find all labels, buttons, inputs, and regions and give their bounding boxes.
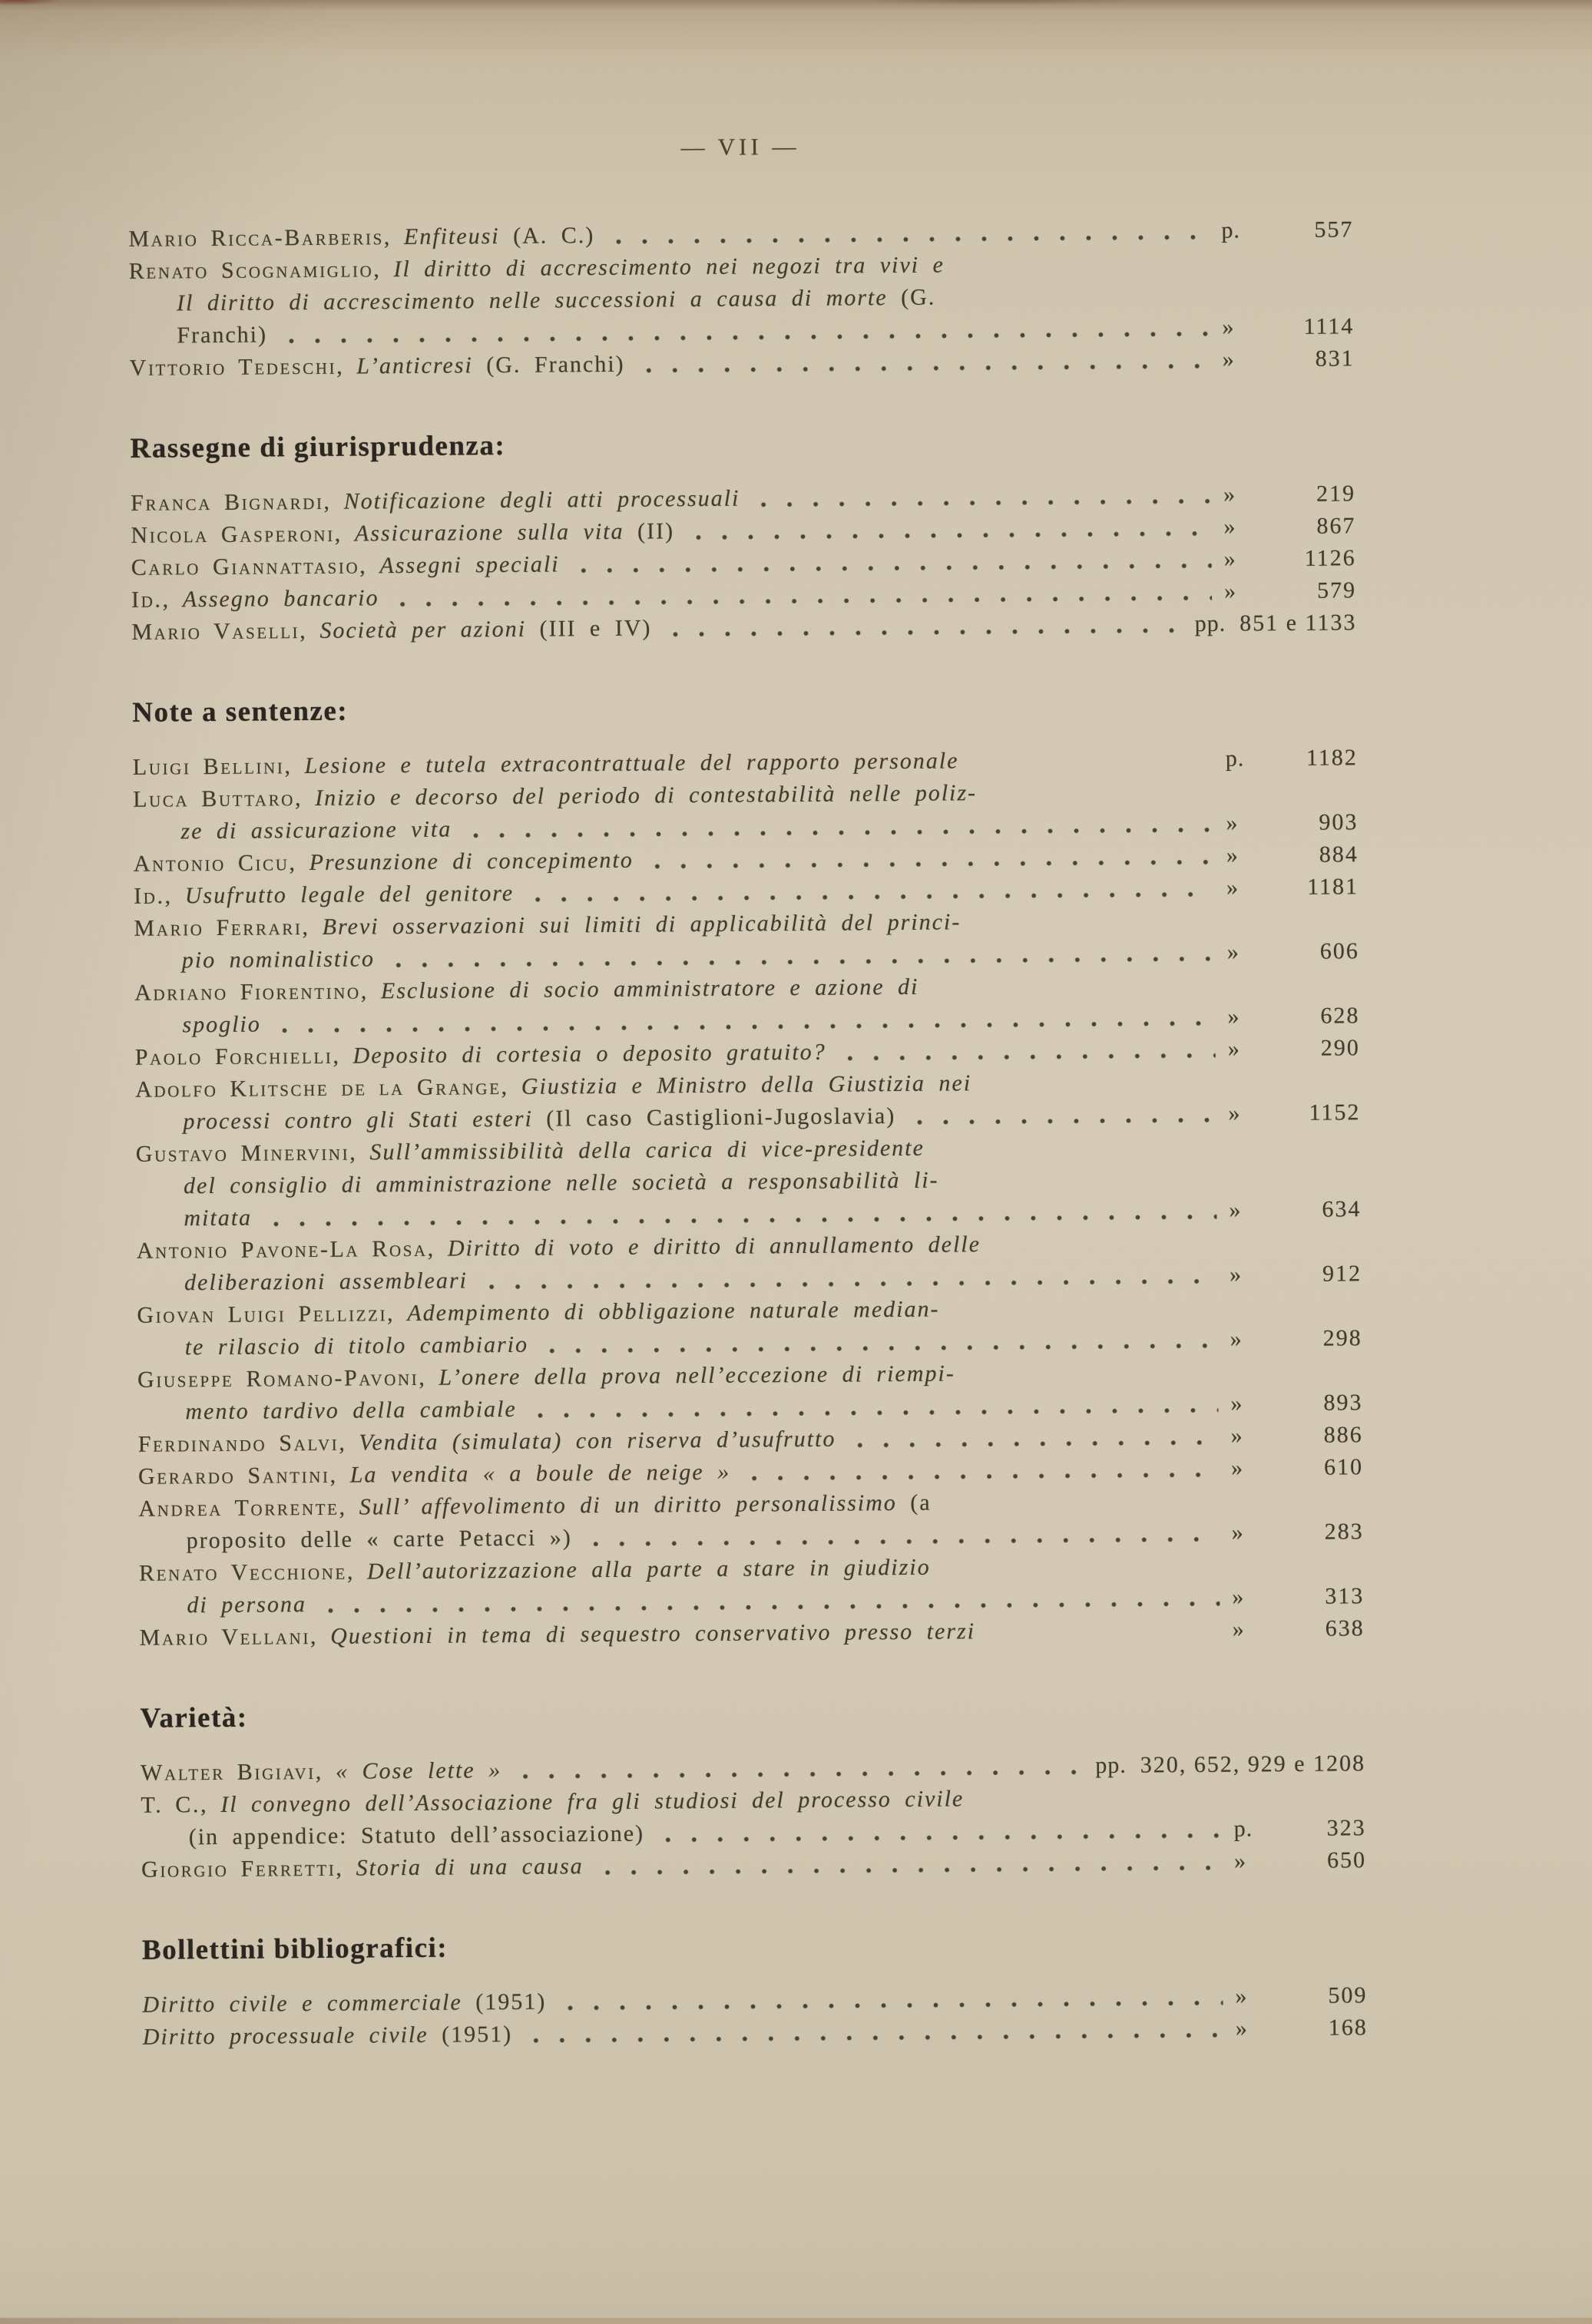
page-ref-number: 650: [1326, 1847, 1367, 1873]
author-name: Adriano Fiorentino,: [134, 978, 382, 1006]
page-ref-symbol: »: [1223, 546, 1236, 572]
dot-leader: [741, 1470, 1219, 1483]
toc-entry: [141, 1780, 1366, 1854]
entry-text: [141, 1850, 584, 1886]
dot-leader: [583, 1535, 1220, 1549]
page-ref-number: 886: [1323, 1422, 1363, 1448]
page-ref: [1232, 1580, 1364, 1613]
plain-text: proposito delle « carte Petacci »): [186, 1525, 572, 1554]
author-name: Gerardo Santini,: [137, 1462, 350, 1489]
page-ref-symbol: »: [1232, 1616, 1245, 1642]
page-ref: [1224, 574, 1356, 607]
page-ref: [1230, 1322, 1362, 1355]
page-ref: [1222, 310, 1354, 343]
toc-entry: [136, 1129, 1362, 1235]
work-title: « Cose lette »: [335, 1757, 502, 1784]
spacer: [951, 1307, 1350, 1320]
page-ref-number: 1114: [1303, 313, 1355, 339]
work-title: Assegno bancario: [182, 585, 379, 613]
page-ref: [1195, 607, 1357, 640]
work-title: ze di assicurazione vita: [180, 816, 452, 845]
page-ref-number: 610: [1323, 1454, 1364, 1480]
entry-text: [136, 1202, 252, 1235]
author-name: Walter Bigiavi,: [140, 1758, 336, 1786]
entry-text: [141, 1754, 501, 1790]
spacer: [971, 921, 1346, 933]
work-title: Esclusione di socio amministratore e azione di: [380, 974, 919, 1004]
page-ref-number: 283: [1324, 1519, 1364, 1545]
entry-text: [141, 1783, 964, 1821]
toc-entry: [138, 1483, 1364, 1558]
work-title: L’anticresi: [356, 352, 487, 379]
work-title: te rilascio di titolo cambiario: [184, 1331, 529, 1360]
plain-text: (a: [910, 1489, 932, 1516]
entry-text: [133, 777, 977, 816]
page-ref-symbol: »: [1223, 514, 1236, 540]
work-title: Enfiteusi: [403, 223, 514, 250]
work-title: Storia di una causa: [356, 1853, 584, 1881]
dot-leader: [525, 890, 1214, 904]
page-ref-symbol: »: [1223, 578, 1237, 604]
page-ref-number: 168: [1328, 2015, 1368, 2041]
entry-text: [134, 906, 961, 944]
page-ref: [1223, 342, 1355, 375]
page-ref-number: 884: [1319, 841, 1359, 868]
dot-leader: [317, 1599, 1220, 1615]
entry-text: [138, 1456, 730, 1493]
page-ref-number: 606: [1319, 938, 1359, 964]
dot-leader: [512, 1767, 1083, 1781]
entry-text: [138, 1487, 932, 1526]
work-title: di persona: [187, 1592, 307, 1618]
page-ref-number: 903: [1319, 809, 1359, 835]
toc-entry: [137, 1225, 1362, 1300]
entry-text: [139, 1588, 306, 1622]
entry-text: [136, 1165, 939, 1203]
page-ref: [1227, 935, 1359, 968]
work-title: Vendita (simulata) con riserva d’usufrutto: [359, 1426, 836, 1456]
entry-text: [137, 1228, 981, 1268]
page-ref-symbol: »: [1235, 2015, 1248, 2041]
author-name: T. C.,: [141, 1791, 221, 1818]
author-name: Id.,: [131, 587, 183, 613]
page-ref: [1229, 1193, 1361, 1226]
toc-entry: [134, 903, 1359, 977]
author-name: Adolfo Klitsche de la Grange,: [134, 1073, 521, 1102]
spacer: [929, 985, 1347, 997]
page-ref-symbol: »: [1222, 346, 1235, 372]
entry-text: [139, 1522, 572, 1557]
page-ref-number: 557: [1314, 217, 1354, 243]
dot-leader: [906, 1116, 1216, 1127]
work-title: Notificazione degli atti processuali: [343, 485, 740, 514]
dot-leader: [528, 1406, 1219, 1420]
page-ref-number: 313: [1325, 1583, 1365, 1609]
toc-section: [132, 683, 1365, 1654]
page-ref-symbol: p.: [1225, 745, 1245, 772]
work-title: Il diritto di accrescimento nei negozi tra vivi e: [393, 252, 945, 283]
work-title: Adempimento di obbligazione naturale median-: [407, 1296, 940, 1327]
work-title: Diritto processuale civile: [142, 2022, 442, 2050]
page-ref-number: 298: [1322, 1325, 1362, 1351]
page-ref-number: 1181: [1307, 874, 1359, 900]
page-ref-number: 634: [1322, 1196, 1362, 1222]
work-title: Il convegno dell’Associazione fra gli studiosi del processo civile: [220, 1786, 965, 1817]
toc-entry: [134, 967, 1360, 1042]
dot-leader: [685, 529, 1211, 542]
page-ref-number: 1126: [1304, 545, 1356, 571]
page-ref-number: 638: [1325, 1615, 1365, 1641]
page-ref-symbol: »: [1229, 1197, 1242, 1223]
toc-section: [140, 1689, 1366, 1886]
entry-text: [134, 1009, 261, 1042]
entry-text: [134, 943, 375, 977]
author-name: Giorgio Ferretti,: [141, 1855, 356, 1883]
spacer: [991, 1243, 1349, 1255]
spacer: [970, 761, 1213, 772]
entry-text: [133, 814, 452, 848]
plain-text: (1951): [475, 1988, 547, 2015]
dot-leader: [390, 593, 1213, 609]
page-ref: [1228, 1032, 1360, 1065]
page-ref: [1235, 1979, 1367, 2012]
dot-leader: [750, 497, 1211, 510]
page-ref-symbol: »: [1226, 939, 1240, 965]
page-ref-symbol: p.: [1221, 217, 1241, 243]
page-ref-symbol: »: [1228, 1100, 1241, 1126]
entry-text: [134, 845, 634, 881]
entry-text: [131, 515, 674, 552]
author-name: Antonio Cicu,: [133, 850, 309, 877]
page-ref: [1231, 1419, 1363, 1452]
entry-text: [128, 220, 594, 256]
entry-text: [139, 1552, 931, 1590]
page-ref: [1226, 871, 1359, 904]
page-ref: [1227, 1000, 1359, 1033]
page-ref: [1223, 478, 1355, 511]
work-title: Inizio e decorso del periodo di contestabilità nelle poliz-: [315, 780, 978, 811]
entry-text: [143, 2018, 513, 2054]
toc-entry: [137, 1354, 1363, 1429]
section-heading: Note a sentenze:: [132, 695, 349, 729]
page-ref-symbol: »: [1227, 1036, 1240, 1062]
author-name: Mario Ricca-Barberis,: [128, 224, 405, 252]
work-title: Il diritto di accrescimento nelle successioni a causa di morte: [176, 284, 902, 316]
plain-text: (II): [637, 518, 675, 544]
page-ref: [1232, 1516, 1364, 1549]
dot-leader: [272, 1019, 1216, 1036]
page-ref-symbol: »: [1226, 842, 1239, 868]
author-name: Renato Scognamiglio,: [128, 256, 394, 284]
spacer: [935, 1146, 1349, 1159]
entry-text: [131, 548, 560, 583]
spacer: [966, 1372, 1350, 1384]
spacer: [942, 1501, 1352, 1513]
entry-text: [140, 1615, 976, 1655]
page-ref-symbol: pp.: [1095, 1752, 1127, 1779]
toc-entry: [133, 774, 1359, 848]
entry-text: [137, 1329, 529, 1364]
entry-text: [137, 1264, 468, 1299]
author-name: Renato Vecchione,: [138, 1559, 368, 1586]
author-name: Id.,: [134, 883, 185, 909]
spacer: [955, 263, 1342, 276]
dot-leader: [594, 1863, 1222, 1877]
page-ref-symbol: »: [1229, 1261, 1243, 1288]
toc-entry: [139, 1548, 1365, 1622]
dot-leader: [662, 626, 1182, 639]
page-ref-symbol: »: [1230, 1390, 1243, 1417]
page-ref-symbol: »: [1233, 1848, 1247, 1874]
author-name: Ferdinando Salvi,: [137, 1430, 359, 1457]
spacer: [950, 1179, 1349, 1191]
page-ref-symbol: »: [1226, 874, 1240, 901]
work-title: Questioni in tema di sequestro conservativo presso terzi: [330, 1618, 976, 1649]
dot-leader: [386, 954, 1215, 970]
page-ref-symbol: »: [1230, 1423, 1243, 1449]
spacer: [946, 296, 1342, 308]
dot-leader: [478, 1277, 1217, 1292]
work-title: Società per azioni: [319, 616, 540, 643]
page-ref: [1221, 213, 1353, 246]
page-ref-symbol: »: [1223, 481, 1236, 507]
toc-sections: [128, 213, 1368, 2053]
toc-entry: [135, 1064, 1361, 1139]
entry-text: [131, 582, 379, 617]
plain-text: (A. C.): [513, 223, 595, 249]
work-title: Assegni speciali: [379, 551, 560, 579]
plain-text: (G. Franchi): [486, 351, 625, 379]
page-ref-number: 867: [1316, 513, 1356, 539]
section-heading: Rassegne di giurisprudenza:: [130, 429, 506, 464]
work-title: mento tardivo della cambiale: [185, 1396, 517, 1425]
work-title: Diritto civile e commerciale: [142, 1989, 476, 2018]
dot-leader: [655, 1831, 1222, 1845]
spacer: [942, 1565, 1352, 1578]
author-name: Paolo Forchielli,: [134, 1043, 353, 1070]
author-name: Mario Vaselli,: [131, 617, 320, 645]
page-ref-symbol: »: [1226, 810, 1239, 836]
toc-section: [130, 419, 1356, 649]
work-title: del consiglio di amministrazione nelle società a responsabilità li-: [183, 1167, 939, 1199]
author-name: Andrea Torrente,: [138, 1494, 359, 1522]
page-ref-number: 1152: [1309, 1099, 1361, 1126]
page-ref: [1236, 2012, 1368, 2045]
dot-leader: [557, 1998, 1223, 2013]
work-title: Diritto di voto e diritto di annullamento delle: [447, 1231, 981, 1261]
work-title: Sull’ affevolimento di un diritto personalissimo: [359, 1489, 911, 1520]
entry-text: [134, 971, 919, 1010]
entry-text: [142, 1986, 546, 2022]
page-ref-number: 1182: [1306, 745, 1358, 771]
plain-text: (1951): [441, 2021, 513, 2048]
dot-leader: [636, 362, 1210, 375]
page-ref-number: 893: [1323, 1390, 1363, 1416]
entry-text: [131, 483, 740, 520]
dot-leader: [263, 1212, 1216, 1229]
toc-entry: [129, 246, 1355, 352]
author-name: Luca Buttaro,: [133, 785, 316, 812]
page-ref: [1230, 1387, 1362, 1420]
dot-leader: [605, 233, 1209, 246]
toc-section: [142, 1921, 1368, 2054]
page-number-header: — VII —: [680, 132, 800, 161]
entry-text: [129, 282, 936, 320]
dot-leader: [644, 858, 1214, 871]
plain-text: (in appendice: Statuto dell’associazione): [188, 1820, 645, 1850]
work-title: L’onere della prova nell’eccezione di riempi-: [439, 1360, 955, 1390]
entry-text: [141, 1818, 645, 1854]
page-ref: [1233, 1612, 1365, 1645]
page-ref-symbol: pp.: [1194, 610, 1226, 636]
page-ref-number: 320, 652, 929 e 1208: [1140, 1750, 1366, 1778]
plain-text: (III e IV): [539, 615, 652, 642]
entry-text: [134, 878, 514, 913]
page-ref: [1231, 1451, 1363, 1484]
plain-text: (G.: [901, 284, 936, 310]
page-ref: [1228, 1096, 1360, 1129]
work-title: pio nominalistico: [181, 946, 376, 974]
spacer: [986, 1631, 1220, 1642]
dot-leader: [523, 2031, 1223, 2045]
page-ref-symbol: »: [1222, 314, 1235, 340]
author-name: Antonio Pavone-La Rosa,: [136, 1235, 448, 1264]
work-title: Usufrutto legale del genitore: [184, 880, 515, 909]
entry-text: [137, 1357, 955, 1396]
author-name: Luigi Bellini,: [132, 753, 305, 780]
toc-section: [128, 213, 1355, 385]
spacer: [975, 1797, 1353, 1810]
page-ref-number: 509: [1328, 1982, 1368, 2008]
section-heading: Varietà:: [140, 1701, 248, 1734]
plain-text: (Il caso Castiglioni-Jugoslavia): [546, 1103, 896, 1132]
page-ref-symbol: »: [1230, 1455, 1244, 1481]
page-ref-number: 831: [1315, 345, 1355, 372]
entry-text: [137, 1294, 939, 1332]
page-ref-number: 579: [1316, 577, 1357, 603]
entry-text: [129, 319, 267, 352]
spacer: [988, 792, 1345, 804]
page-ref: [1223, 510, 1355, 543]
page-ref-symbol: »: [1231, 1519, 1244, 1545]
plain-text: Franchi): [177, 322, 268, 349]
author-name: Nicola Gasperoni,: [131, 521, 356, 548]
work-title: La vendita « a boule de neige »: [349, 1459, 731, 1488]
dot-leader: [539, 1341, 1218, 1356]
entry-text: [137, 1393, 517, 1429]
page-ref: [1095, 1747, 1365, 1782]
author-name: Vittorio Tedeschi,: [129, 353, 357, 381]
work-title: Sull’ammissibilità della carica di vice-presidente: [369, 1135, 925, 1165]
page-ref: [1226, 838, 1359, 871]
dot-leader: [571, 561, 1212, 576]
page-ref: [1226, 806, 1358, 839]
page-ref-number: 290: [1320, 1035, 1360, 1061]
work-title: Assicurazione sulla vita: [354, 518, 638, 547]
work-title: spoglio: [182, 1011, 261, 1038]
author-name: Mario Vellani,: [139, 1623, 331, 1651]
entry-text: [131, 613, 651, 649]
entry-text: [138, 1423, 836, 1461]
author-name: Giuseppe Romano-Pavoni,: [137, 1364, 439, 1393]
author-name: Franca Bignardi,: [130, 488, 344, 516]
toc-entry: [137, 1290, 1362, 1364]
work-title: Lesione e tutela extracontrattuale del rapporto personale: [304, 748, 959, 779]
page-ref-symbol: »: [1235, 1983, 1248, 2009]
author-name: Gustavo Minervini,: [135, 1139, 370, 1167]
entry-text: [135, 1036, 826, 1074]
dot-leader: [278, 329, 1210, 346]
dot-leader: [462, 825, 1213, 841]
work-title: Deposito di cortesia o deposito gratuito?: [352, 1039, 826, 1069]
entry-text: [130, 349, 625, 385]
page-ref-number: 219: [1316, 481, 1356, 507]
page-ref: [1230, 1258, 1362, 1291]
dot-leader: [846, 1438, 1218, 1450]
page-ref-number: 323: [1326, 1815, 1366, 1841]
dot-leader: [837, 1051, 1216, 1063]
author-name: Carlo Giannattasio,: [131, 553, 380, 580]
page-ref: [1234, 1844, 1366, 1877]
page-ref-symbol: »: [1232, 1584, 1245, 1610]
page-ref: [1234, 1812, 1366, 1845]
work-title: Presunzione di concepimento: [309, 847, 634, 876]
section-heading: Bollettini bibliografici:: [141, 1932, 448, 1966]
page-ref-symbol: »: [1230, 1326, 1243, 1352]
author-name: Mario Ferrari,: [134, 914, 323, 941]
page-ref: [1224, 542, 1356, 575]
work-title: processi contro gli Stati esteri: [183, 1106, 547, 1135]
page-ref-number: 912: [1322, 1261, 1362, 1287]
page-ref-number: 628: [1320, 1003, 1360, 1029]
work-title: mitata: [184, 1205, 253, 1231]
spacer: [982, 1082, 1348, 1094]
page-ref: [1226, 742, 1358, 775]
work-title: deliberazioni assembleari: [184, 1268, 468, 1296]
work-title: Giustizia e Ministro della Giustizia nei: [521, 1070, 972, 1099]
page-ref-symbol: p.: [1233, 1816, 1253, 1842]
page-ref-symbol: »: [1227, 1003, 1240, 1030]
page-ref-number: 851 e 1133: [1240, 610, 1357, 636]
work-title: Dell’autorizzazione alla parte a stare in giudizio: [366, 1554, 931, 1585]
author-name: Giovan Luigi Pellizzi,: [137, 1301, 408, 1328]
work-title: Brevi osservazioni sui limiti di applicabilità del princi-: [322, 909, 961, 940]
